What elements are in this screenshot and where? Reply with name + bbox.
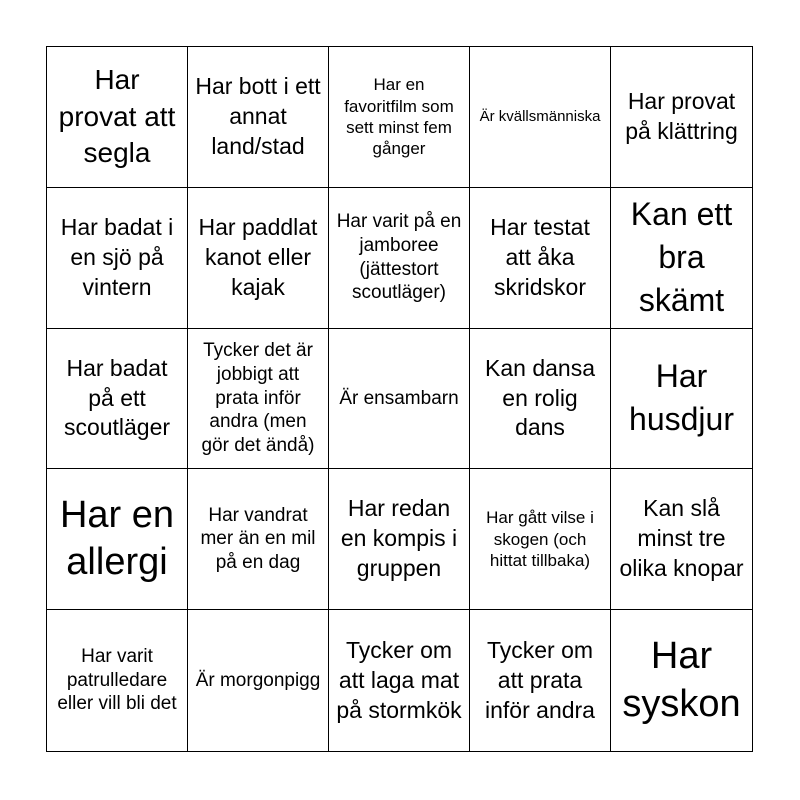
- bingo-cell-text: Har badat i en sjö på vintern: [60, 213, 174, 300]
- bingo-cell[interactable]: [188, 329, 329, 470]
- bingo-cell[interactable]: [329, 47, 470, 188]
- bingo-cell-text: Har vandrat mer än en mil på en dag: [200, 504, 316, 574]
- bingo-cell[interactable]: [611, 47, 752, 188]
- bingo-cell-text: Tycker om att laga mat på stormkök: [336, 636, 462, 723]
- bingo-cell-text: Har gått vilse i skogen (och hittat tillbaka): [486, 508, 594, 570]
- bingo-cell[interactable]: [470, 329, 611, 470]
- bingo-cell-text: Kan ett bra skämt: [630, 195, 733, 319]
- bingo-cell[interactable]: [470, 469, 611, 610]
- bingo-cell[interactable]: [470, 188, 611, 329]
- bingo-cell-text: Har syskon: [622, 635, 741, 725]
- bingo-board: [46, 46, 753, 752]
- bingo-cell-text: Har provat på klättring: [625, 88, 738, 144]
- bingo-cell[interactable]: [188, 188, 329, 329]
- bingo-cell-text: Har redan en kompis i gruppen: [340, 495, 458, 582]
- bingo-cell[interactable]: [329, 610, 470, 751]
- bingo-cell-text: Tycker det är jobbigt att prata inför andra (men gör det ändå): [201, 340, 315, 457]
- bingo-cell[interactable]: [188, 47, 329, 188]
- bingo-cell-text: Är ensambarn: [339, 387, 459, 409]
- bingo-cell[interactable]: [329, 329, 470, 470]
- bingo-cell-text: Har badat på ett scoutläger: [63, 354, 171, 441]
- bingo-cell[interactable]: [188, 469, 329, 610]
- bingo-cell[interactable]: [611, 188, 752, 329]
- bingo-cell-text: Har husdjur: [629, 358, 734, 438]
- bingo-cell-text: Har paddlat kanot eller kajak: [198, 213, 318, 300]
- bingo-cell[interactable]: [329, 188, 470, 329]
- bingo-cell-text: Har bott i ett annat land/stad: [195, 73, 321, 159]
- bingo-cell-text: Tycker om att prata inför andra: [485, 636, 595, 723]
- bingo-cell[interactable]: [47, 610, 188, 751]
- bingo-cell-text: Har en allergi: [59, 493, 175, 584]
- bingo-cell[interactable]: [47, 329, 188, 470]
- bingo-cell[interactable]: [329, 469, 470, 610]
- bingo-cell[interactable]: [611, 469, 752, 610]
- bingo-cell[interactable]: [188, 610, 329, 751]
- bingo-cell-text: Kan slå minst tre olika knopar: [619, 495, 744, 582]
- bingo-cell-text: Har provat att segla: [58, 64, 176, 169]
- bingo-cell-text: Har en favoritfilm som sett minst fem gånger: [344, 75, 454, 159]
- bingo-cell[interactable]: [611, 329, 752, 470]
- bingo-cell-text: Har varit på en jamboree (jättestort scoutläger): [336, 211, 462, 304]
- bingo-cell[interactable]: [47, 47, 188, 188]
- bingo-cell[interactable]: [470, 47, 611, 188]
- bingo-cell[interactable]: [470, 610, 611, 751]
- bingo-cell[interactable]: [47, 188, 188, 329]
- bingo-cell-text: Är morgonpigg: [195, 669, 321, 691]
- bingo-cell-text: Har varit patrulledare eller vill bli det: [57, 645, 177, 715]
- bingo-cell-text: Kan dansa en rolig dans: [485, 354, 595, 441]
- bingo-cell-text: Har testat att åka skridskor: [490, 213, 590, 300]
- bingo-cell[interactable]: [47, 469, 188, 610]
- bingo-cell-text: Är kvällsmänniska: [479, 108, 601, 126]
- bingo-cell[interactable]: [611, 610, 752, 751]
